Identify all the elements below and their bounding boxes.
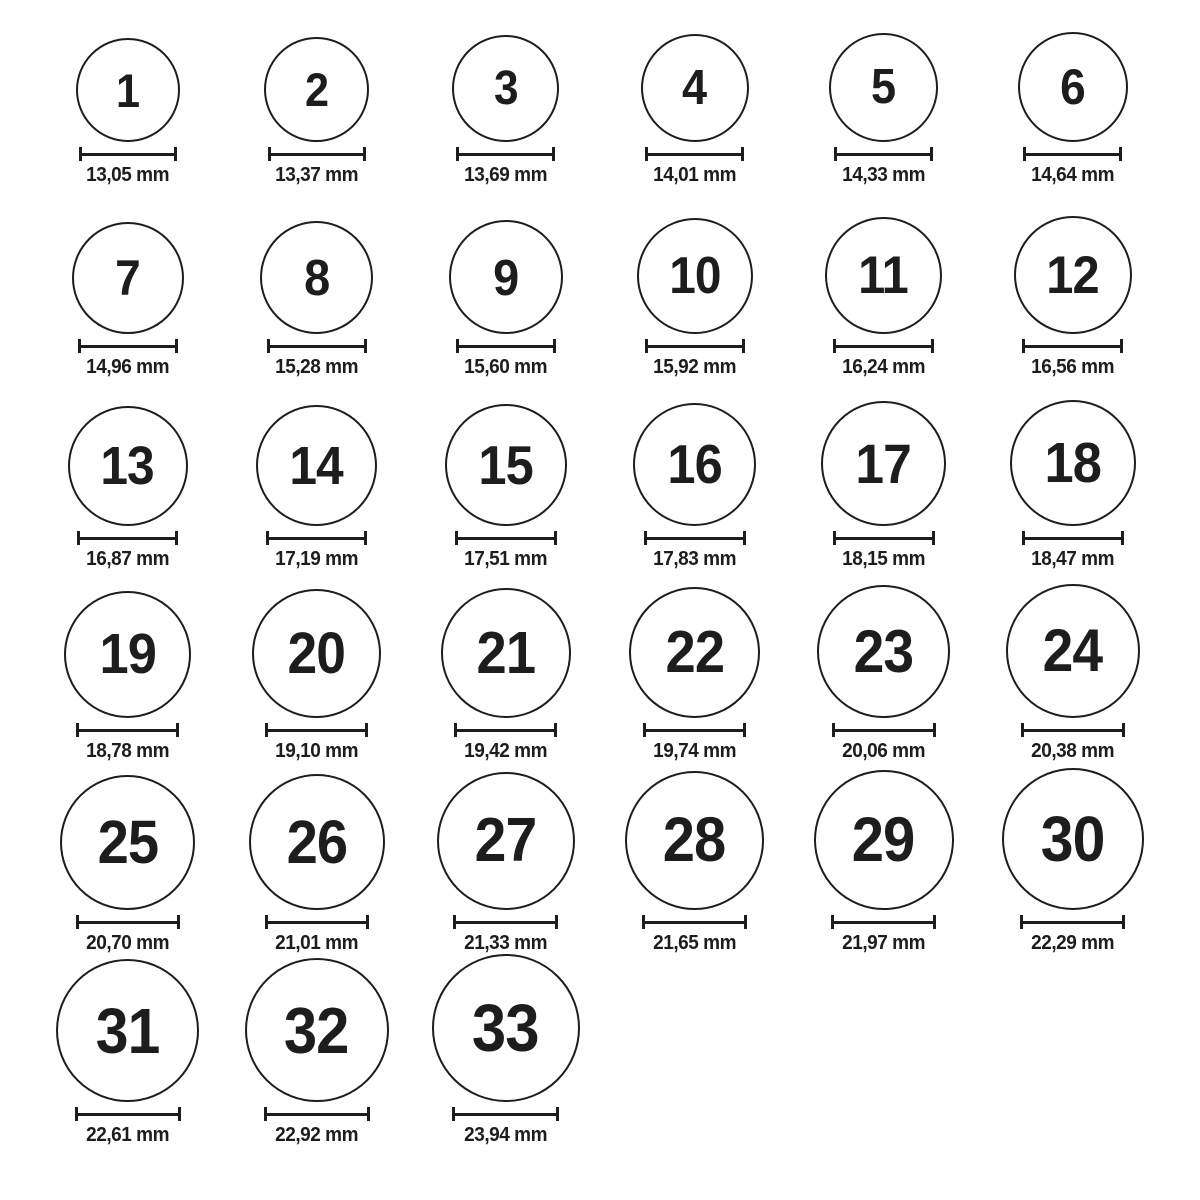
ring-size-number: 17	[855, 431, 912, 495]
ring-size-item-15	[411, 384, 600, 576]
dimension-tick-right	[1120, 339, 1123, 353]
ring-circle	[445, 404, 567, 526]
diameter-label: 19,42 mm	[464, 740, 547, 762]
ring-circle	[264, 37, 369, 142]
ring-size-item-9	[411, 192, 600, 384]
ring-circle	[633, 403, 756, 526]
ring-size-item-26	[222, 768, 411, 960]
ring-size-item-10	[600, 192, 789, 384]
ring-size-item-33	[411, 960, 600, 1152]
dimension-bar	[834, 153, 933, 156]
diameter-label: 18,15 mm	[842, 548, 925, 570]
diameter-label: 17,83 mm	[653, 548, 736, 570]
diameter-dimension-line	[644, 531, 746, 545]
diameter-dimension-line	[76, 915, 180, 929]
ring-circle	[1010, 400, 1136, 526]
dimension-bar	[831, 921, 936, 924]
dimension-tick-right	[932, 531, 935, 545]
ring-size-number: 32	[284, 993, 349, 1067]
diameter-label: 14,33 mm	[842, 164, 925, 186]
ring-size-number: 7	[115, 250, 140, 306]
dimension-tick-right	[552, 147, 555, 161]
ring-size-number: 10	[668, 247, 721, 305]
diameter-dimension-line	[452, 1107, 559, 1121]
ring-circle	[1006, 584, 1140, 718]
diameter-dimension-line	[645, 147, 744, 161]
dimension-tick-right	[1119, 147, 1122, 161]
dimension-bar	[833, 537, 935, 540]
dimension-tick-right	[363, 147, 366, 161]
ring-size-item-6	[978, 0, 1167, 192]
ring-size-number: 25	[97, 808, 158, 876]
dimension-bar	[645, 345, 745, 348]
ring-size-number: 22	[665, 619, 724, 685]
ring-size-number: 14	[289, 435, 344, 496]
diameter-label: 20,38 mm	[1031, 740, 1114, 762]
ring-circle	[625, 771, 764, 910]
dimension-tick-right	[741, 147, 744, 161]
dimension-bar	[268, 153, 366, 156]
diameter-dimension-line	[267, 339, 367, 353]
dimension-tick-right	[743, 531, 746, 545]
diameter-label: 22,92 mm	[275, 1124, 358, 1146]
ring-size-item-8	[222, 192, 411, 384]
ring-size-number: 31	[95, 994, 160, 1067]
ring-circle	[441, 588, 571, 718]
ring-circle	[432, 954, 580, 1102]
ring-size-number: 9	[492, 248, 519, 306]
ring-size-item-2	[222, 0, 411, 192]
diameter-label: 15,60 mm	[464, 356, 547, 378]
dimension-bar	[1023, 153, 1122, 156]
ring-size-item-24	[978, 576, 1167, 768]
ring-size-number: 28	[663, 805, 726, 875]
diameter-dimension-line	[456, 147, 555, 161]
diameter-label: 20,06 mm	[842, 740, 925, 762]
diameter-dimension-line	[1021, 723, 1125, 737]
dimension-bar	[832, 729, 936, 732]
diameter-label: 15,28 mm	[275, 356, 358, 378]
diameter-label: 16,87 mm	[86, 548, 169, 570]
ring-size-item-27	[411, 768, 600, 960]
dimension-bar	[1021, 729, 1125, 732]
ring-size-item-32	[222, 960, 411, 1152]
dimension-bar	[79, 153, 177, 156]
diameter-label: 21,33 mm	[464, 932, 547, 954]
ring-size-number: 18	[1044, 430, 1101, 495]
ring-size-number: 8	[303, 249, 330, 306]
ring-circle	[814, 770, 954, 910]
ring-size-number: 21	[476, 619, 535, 686]
diameter-dimension-line	[268, 147, 366, 161]
diameter-dimension-line	[264, 1107, 370, 1121]
diameter-dimension-line	[265, 723, 368, 737]
dimension-tick-right	[743, 723, 746, 737]
dimension-tick-right	[933, 723, 936, 737]
diameter-label: 21,65 mm	[653, 932, 736, 954]
dimension-bar	[643, 729, 746, 732]
ring-size-item-13	[33, 384, 222, 576]
dimension-bar	[456, 153, 555, 156]
ring-size-item-31	[33, 960, 222, 1152]
dimension-bar	[644, 537, 746, 540]
diameter-dimension-line	[643, 723, 746, 737]
ring-size-number: 19	[99, 622, 156, 686]
diameter-label: 17,51 mm	[464, 548, 547, 570]
ring-size-item-18	[978, 384, 1167, 576]
dimension-tick-right	[1122, 915, 1125, 929]
ring-size-number: 13	[100, 436, 155, 496]
ring-size-number: 12	[1046, 245, 1099, 305]
ring-size-number: 30	[1040, 803, 1105, 875]
diameter-label: 21,01 mm	[275, 932, 358, 954]
diameter-label: 13,69 mm	[464, 164, 547, 186]
dimension-bar	[453, 921, 558, 924]
diameter-label: 17,19 mm	[275, 548, 358, 570]
diameter-label: 13,37 mm	[275, 164, 358, 186]
diameter-dimension-line	[1022, 531, 1124, 545]
diameter-dimension-line	[77, 531, 178, 545]
ring-circle	[68, 406, 188, 526]
ring-circle	[1018, 32, 1128, 142]
ring-circle	[76, 38, 180, 142]
dimension-tick-right	[366, 915, 369, 929]
diameter-dimension-line	[78, 339, 178, 353]
dimension-tick-right	[744, 915, 747, 929]
dimension-tick-right	[556, 1107, 559, 1121]
ring-size-item-4	[600, 0, 789, 192]
dimension-bar	[456, 345, 556, 348]
ring-size-item-22	[600, 576, 789, 768]
ring-size-item-28	[600, 768, 789, 960]
diameter-dimension-line	[645, 339, 745, 353]
dimension-bar	[75, 1113, 181, 1116]
diameter-label: 16,24 mm	[842, 356, 925, 378]
diameter-dimension-line	[1023, 147, 1122, 161]
ring-size-item-1	[33, 0, 222, 192]
diameter-label: 21,97 mm	[842, 932, 925, 954]
diameter-label: 22,29 mm	[1031, 932, 1114, 954]
ring-circle	[821, 401, 946, 526]
ring-size-number: 33	[472, 990, 539, 1066]
ring-size-item-14	[222, 384, 411, 576]
diameter-dimension-line	[833, 531, 935, 545]
ring-size-number: 5	[871, 60, 896, 114]
ring-size-item-30	[978, 768, 1167, 960]
diameter-label: 16,56 mm	[1031, 356, 1114, 378]
diameter-dimension-line	[831, 915, 936, 929]
dimension-tick-right	[931, 339, 934, 353]
diameter-dimension-line	[75, 1107, 181, 1121]
diameter-dimension-line	[265, 915, 369, 929]
ring-circle	[825, 217, 942, 334]
dimension-bar	[455, 537, 557, 540]
ring-circle	[249, 774, 385, 910]
diameter-label: 13,05 mm	[86, 164, 169, 186]
diameter-label: 20,70 mm	[86, 932, 169, 954]
dimension-bar	[77, 537, 178, 540]
ring-size-number: 2	[304, 63, 329, 116]
dimension-bar	[76, 921, 180, 924]
diameter-dimension-line	[833, 339, 934, 353]
ring-circle	[256, 405, 377, 526]
ring-size-item-12	[978, 192, 1167, 384]
dimension-bar	[642, 921, 747, 924]
ring-size-item-5	[789, 0, 978, 192]
dimension-tick-right	[933, 915, 936, 929]
diameter-dimension-line	[453, 915, 558, 929]
ring-circle	[829, 33, 938, 142]
dimension-tick-right	[178, 1107, 181, 1121]
dimension-bar	[264, 1113, 370, 1116]
ring-circle	[1014, 216, 1132, 334]
ring-circle	[629, 587, 760, 718]
dimension-tick-right	[1122, 723, 1125, 737]
ring-circle	[817, 585, 950, 718]
dimension-tick-right	[176, 723, 179, 737]
dimension-tick-right	[554, 531, 557, 545]
dimension-bar	[265, 729, 368, 732]
diameter-label: 14,01 mm	[653, 164, 736, 186]
ring-circle	[245, 958, 389, 1102]
dimension-bar	[452, 1113, 559, 1116]
diameter-label: 18,78 mm	[86, 740, 169, 762]
dimension-tick-right	[175, 339, 178, 353]
diameter-label: 18,47 mm	[1031, 548, 1114, 570]
ring-size-item-3	[411, 0, 600, 192]
ring-size-number: 29	[852, 804, 915, 875]
ring-size-number: 11	[858, 246, 909, 305]
diameter-dimension-line	[834, 147, 933, 161]
diameter-dimension-line	[642, 915, 747, 929]
dimension-bar	[454, 729, 557, 732]
ring-circle	[449, 220, 563, 334]
ring-circle	[452, 35, 559, 142]
ring-circle	[252, 589, 381, 718]
ring-size-item-19	[33, 576, 222, 768]
ring-size-number: 20	[287, 620, 346, 686]
ring-size-number: 6	[1060, 59, 1085, 115]
diameter-dimension-line	[455, 531, 557, 545]
ring-size-item-17	[789, 384, 978, 576]
ring-size-item-11	[789, 192, 978, 384]
ring-circle	[60, 775, 195, 910]
dimension-bar	[1022, 537, 1124, 540]
ring-circle	[260, 221, 373, 334]
diameter-dimension-line	[832, 723, 936, 737]
ring-circle	[641, 34, 749, 142]
dimension-tick-right	[554, 723, 557, 737]
dimension-tick-right	[174, 147, 177, 161]
diameter-label: 14,64 mm	[1031, 164, 1114, 186]
ring-size-number: 23	[853, 617, 914, 685]
dimension-bar	[1022, 345, 1123, 348]
ring-size-number: 4	[682, 60, 707, 115]
diameter-label: 23,94 mm	[464, 1124, 547, 1146]
ring-size-number: 15	[478, 433, 533, 496]
ring-size-number: 1	[115, 63, 140, 117]
ring-size-item-25	[33, 768, 222, 960]
diameter-label: 14,96 mm	[86, 356, 169, 378]
dimension-bar	[645, 153, 744, 156]
ring-size-number: 24	[1042, 617, 1103, 684]
dimension-tick-right	[177, 915, 180, 929]
diameter-label: 22,61 mm	[86, 1124, 169, 1146]
ring-size-item-29	[789, 768, 978, 960]
dimension-bar	[1020, 921, 1125, 924]
ring-size-number: 27	[474, 806, 537, 875]
dimension-bar	[78, 345, 178, 348]
dimension-tick-right	[553, 339, 556, 353]
diameter-dimension-line	[79, 147, 177, 161]
diameter-label: 19,10 mm	[275, 740, 358, 762]
ring-circle	[437, 772, 575, 910]
dimension-bar	[76, 729, 179, 732]
diameter-dimension-line	[1022, 339, 1123, 353]
dimension-tick-right	[1121, 531, 1124, 545]
ring-circle	[1002, 768, 1144, 910]
ring-size-item-16	[600, 384, 789, 576]
dimension-tick-right	[364, 339, 367, 353]
ring-size-item-20	[222, 576, 411, 768]
dimension-bar	[265, 921, 369, 924]
ring-size-number: 3	[493, 61, 518, 115]
diameter-dimension-line	[456, 339, 556, 353]
dimension-bar	[267, 345, 367, 348]
ring-size-number: 26	[286, 807, 347, 876]
diameter-dimension-line	[266, 531, 367, 545]
ring-circle	[72, 222, 184, 334]
ring-size-item-21	[411, 576, 600, 768]
dimension-tick-right	[364, 531, 367, 545]
dimension-tick-right	[365, 723, 368, 737]
ring-size-item-7	[33, 192, 222, 384]
diameter-label: 19,74 mm	[653, 740, 736, 762]
diameter-dimension-line	[76, 723, 179, 737]
dimension-tick-right	[930, 147, 933, 161]
diameter-dimension-line	[1020, 915, 1125, 929]
ring-size-item-23	[789, 576, 978, 768]
ring-circle	[64, 591, 191, 718]
ring-circle	[637, 218, 753, 334]
ring-size-number: 16	[667, 433, 722, 495]
dimension-tick-right	[175, 531, 178, 545]
diameter-dimension-line	[454, 723, 557, 737]
dimension-tick-right	[742, 339, 745, 353]
dimension-bar	[266, 537, 367, 540]
ring-circle	[56, 959, 199, 1102]
diameter-label: 15,92 mm	[653, 356, 736, 378]
dimension-bar	[833, 345, 934, 348]
dimension-tick-right	[367, 1107, 370, 1121]
dimension-tick-right	[555, 915, 558, 929]
